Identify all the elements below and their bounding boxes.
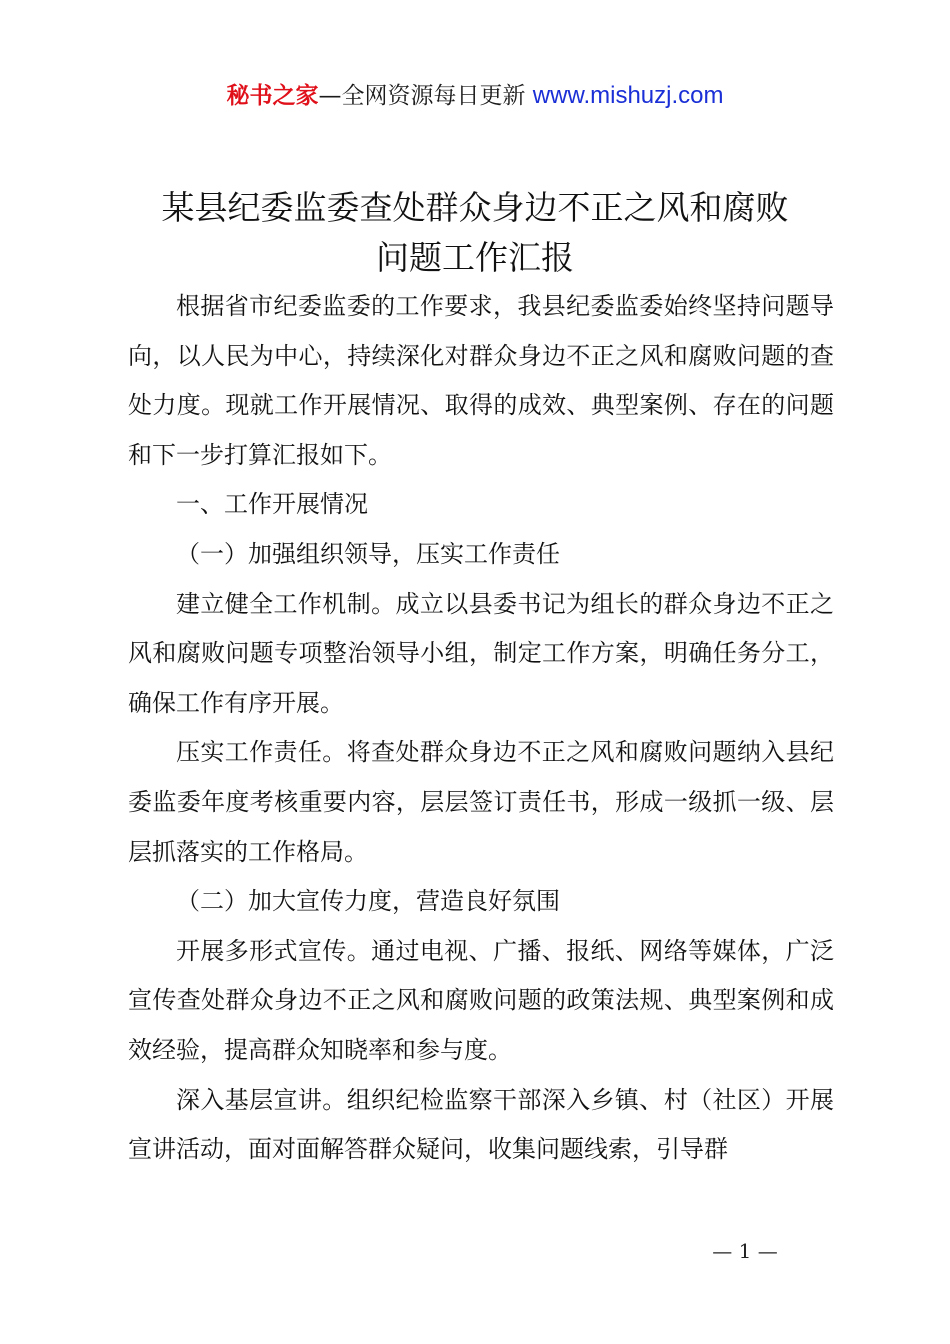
subsection-heading-1: （一）加强组织领导，压实工作责任: [176, 539, 560, 568]
site-banner: [0, 78, 950, 114]
document-body: [128, 282, 834, 1175]
body-paragraph: 建立健全工作机制。成立以县委书记为组长的群众身边不正之风和腐败问题专项整治领导小组，制定工作方案，明确任务分工，确保工作有序开展。: [128, 589, 834, 717]
section-heading-1: 一、工作开展情况: [176, 490, 368, 519]
subsection-heading-2: （二）加大宣传力度，营造良好氛围: [176, 887, 560, 916]
title-line-2: 问题工作汇报: [376, 238, 574, 277]
document-title: [80, 183, 870, 283]
title-line-1: 某县纪委监委查处群众身边不正之风和腐败: [161, 188, 789, 227]
banner-tagline: —全网资源每日更新: [318, 83, 526, 109]
page-number: — 1 —: [712, 1239, 778, 1263]
banner-url[interactable]: www.mishuzj.com: [532, 82, 724, 109]
intro-paragraph: 根据省市纪委监委的工作要求，我县纪委监委始终坚持问题导向，以人民为中心，持续深化对群众身边不正之风和腐败问题的查处力度。现就工作开展情况、取得的成效、典型案例、存在的问题和下一步打算汇报如下。: [128, 292, 834, 469]
body-paragraph: 压实工作责任。将查处群众身边不正之风和腐败问题纳入县纪委监委年度考核重要内容，层层签订责任书，形成一级抓一级、层层抓落实的工作格局。: [128, 738, 834, 866]
body-paragraph: 深入基层宣讲。组织纪检监察干部深入乡镇、村（社区）开展宣讲活动，面对面解答群众疑问，收集问题线索，引导群: [128, 1085, 834, 1164]
body-paragraph: 开展多形式宣传。通过电视、广播、报纸、网络等媒体，广泛宣传查处群众身边不正之风和腐败问题的政策法规、典型案例和成效经验，提高群众知晓率和参与度。: [128, 936, 834, 1064]
banner-brand: 秘书之家: [226, 83, 319, 109]
